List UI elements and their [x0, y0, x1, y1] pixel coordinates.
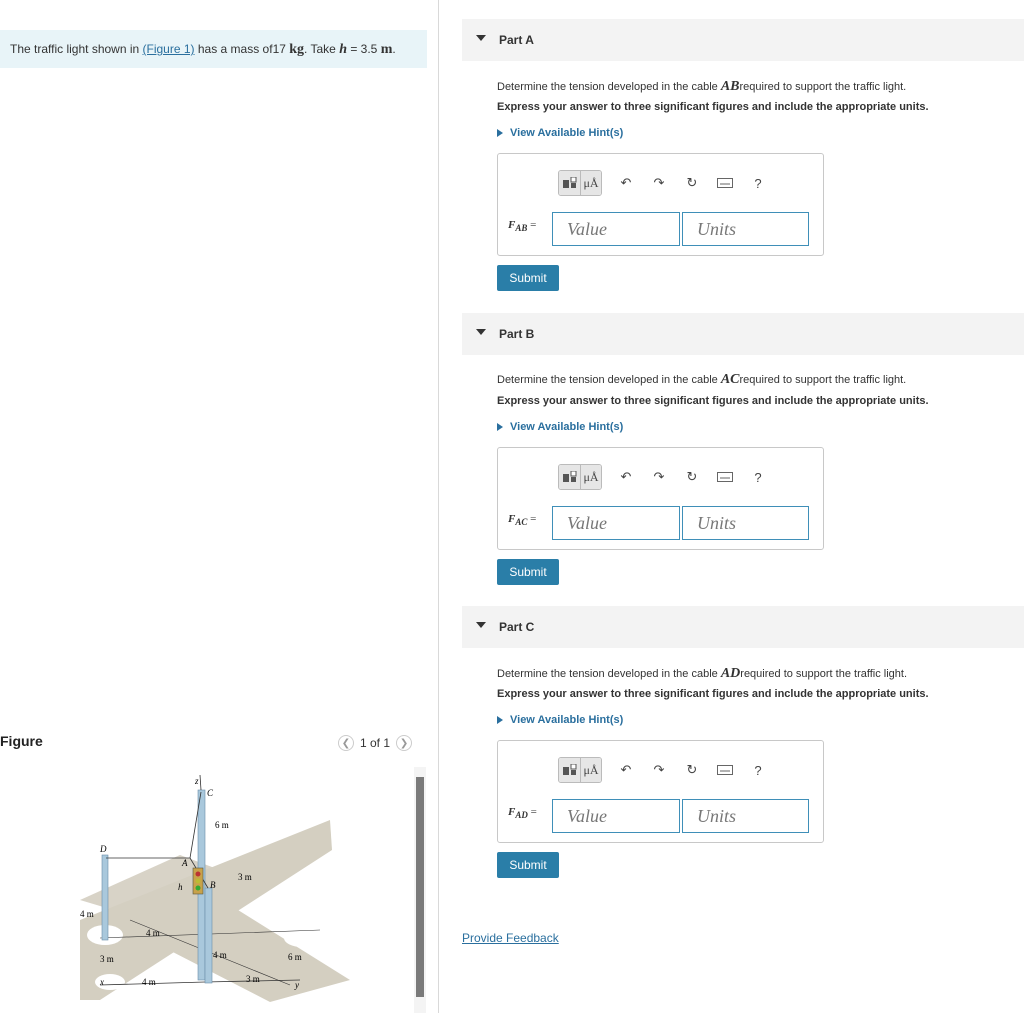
part-c-f: F [508, 806, 516, 818]
templates-icon[interactable] [559, 465, 580, 489]
label-b: B [210, 880, 216, 890]
part-c-title: Part C [499, 620, 535, 634]
part-b-eq-sign: = [527, 513, 537, 525]
templates-icon-glyph [563, 764, 577, 776]
figure-scrollbar-thumb[interactable] [416, 777, 424, 997]
label-x: x [100, 977, 104, 987]
units-icon[interactable] [580, 171, 601, 195]
toolbar-format-group [558, 170, 602, 196]
redo-icon[interactable]: ↷ [653, 762, 665, 777]
keyboard-icon[interactable] [716, 468, 734, 486]
part-a-instruction: Express your answer to three significant figures and include the appropriate units. [497, 101, 929, 113]
part-c-hint-label: View Available Hint(s) [510, 714, 624, 726]
figure-pager [338, 735, 412, 751]
dim-4m-mid: 4 m [146, 928, 160, 938]
chevron-left-icon[interactable]: ❮ [338, 735, 354, 751]
part-c-instruction: Express your answer to three significant figures and include the appropriate units. [497, 688, 929, 700]
column-divider [438, 0, 439, 1013]
reset-icon[interactable]: ↻ [686, 175, 698, 190]
redo-icon[interactable]: ↷ [653, 175, 665, 190]
part-b-hint-link[interactable] [497, 421, 623, 433]
keyboard-glyph [717, 765, 733, 775]
part-b-submit-button[interactable]: Submit [497, 559, 559, 585]
part-c-submit-button[interactable]: Submit [497, 852, 559, 878]
provide-feedback-link[interactable]: Provide Feedback [462, 931, 559, 945]
part-a-answer-box [497, 153, 824, 256]
label-z: z [195, 776, 199, 786]
part-c-hint-link[interactable] [497, 714, 623, 726]
light-green [196, 886, 201, 891]
chevron-right-icon[interactable]: ❯ [396, 735, 412, 751]
toolbar-format-group [558, 757, 602, 783]
label-y: y [295, 980, 299, 990]
h-unit: m [380, 42, 393, 57]
dim-3m-bottom-left: 3 m [100, 954, 114, 964]
part-a-title: Part A [499, 33, 534, 47]
templates-icon-glyph [563, 177, 577, 189]
pole-d [102, 855, 108, 940]
dim-3m-right: 3 m [238, 872, 252, 882]
h-variable: h [339, 42, 347, 57]
part-b-toolbar [558, 464, 767, 490]
label-h: h [178, 882, 183, 892]
reset-icon[interactable]: ↻ [686, 762, 698, 777]
part-a-sub: AB [515, 223, 528, 234]
part-c-cable: AD [720, 666, 741, 681]
part-a-eq-sign: = [527, 219, 537, 231]
undo-icon[interactable]: ↶ [620, 762, 632, 777]
part-b-header[interactable] [462, 313, 1024, 355]
units-icon[interactable] [580, 758, 601, 782]
part-b-eq-label [508, 513, 536, 527]
part-c-value-input[interactable]: Value [552, 799, 680, 833]
part-a-f: F [508, 219, 516, 231]
units-icon[interactable] [580, 465, 601, 489]
caret-right-icon [497, 129, 503, 137]
part-a-units-input[interactable]: Units [682, 212, 809, 246]
problem-end: . [392, 42, 396, 56]
problem-column [0, 0, 430, 1013]
figure-heading: Figure [0, 733, 43, 749]
traffic-light-figure [70, 770, 415, 1005]
part-c-header[interactable] [462, 606, 1024, 648]
part-a-q-suffix: required to support the traffic light. [739, 81, 907, 93]
caret-right-icon [497, 423, 503, 431]
part-a-value-input[interactable]: Value [552, 212, 680, 246]
part-c-eq-label [508, 806, 537, 820]
part-a-submit-button[interactable]: Submit [497, 265, 559, 291]
part-b-f: F [508, 513, 516, 525]
problem-text [10, 42, 396, 58]
axis-z [200, 775, 201, 790]
part-b-title: Part B [499, 327, 535, 341]
dim-4m-pole: 4 m [213, 950, 227, 960]
part-a-hint-link[interactable] [497, 127, 623, 139]
problem-prefix: The traffic light shown in [10, 42, 143, 56]
part-b-value-input[interactable]: Value [552, 506, 680, 540]
part-a-question [497, 79, 906, 95]
undo-icon[interactable]: ↶ [620, 469, 632, 484]
part-b-q-prefix: Determine the tension developed in the cable [497, 374, 721, 386]
keyboard-icon[interactable] [716, 174, 734, 192]
pole-b [205, 888, 212, 983]
dim-6m-top: 6 m [215, 820, 229, 830]
templates-icon-glyph [563, 471, 577, 483]
part-b-q-suffix: required to support the traffic light. [739, 374, 907, 386]
part-b-hint-label: View Available Hint(s) [510, 421, 624, 433]
part-c-question [497, 666, 907, 682]
figure-link[interactable]: (Figure 1) [142, 42, 195, 56]
part-a-q-prefix: Determine the tension developed in the cable [497, 81, 721, 93]
caret-down-icon [476, 622, 486, 628]
part-a-cable: AB [720, 79, 740, 94]
caret-down-icon [476, 329, 486, 335]
problem-mass-text: has a mass of17 [194, 42, 290, 56]
label-d: D [100, 844, 107, 854]
reset-icon[interactable]: ↻ [686, 469, 698, 484]
part-b-answer-box [497, 447, 824, 550]
mass-unit: kg [289, 42, 305, 57]
h-value: = 3.5 [346, 42, 381, 56]
part-a-hint-label: View Available Hint(s) [510, 127, 624, 139]
templates-icon[interactable] [559, 758, 580, 782]
pager-text: 1 of 1 [360, 736, 391, 750]
part-c-answer-box [497, 740, 824, 843]
dim-6m-bottom: 6 m [288, 952, 302, 962]
undo-icon[interactable]: ↶ [620, 175, 632, 190]
part-b-cable: AC [720, 372, 740, 387]
units-symbol: μÅ [583, 762, 599, 777]
caret-right-icon [497, 716, 503, 724]
part-c-sub: AD [515, 810, 528, 821]
problem-statement [0, 30, 427, 68]
part-c-q-suffix: required to support the traffic light. [740, 668, 908, 680]
part-c-eq-sign: = [527, 806, 537, 818]
label-c: C [207, 788, 214, 798]
units-symbol: μÅ [583, 469, 599, 484]
keyboard-glyph [717, 472, 733, 482]
part-b-question [497, 372, 906, 388]
part-c-toolbar [558, 757, 767, 783]
help-icon[interactable]: ? [754, 175, 762, 191]
redo-icon[interactable]: ↷ [653, 469, 665, 484]
keyboard-glyph [717, 178, 733, 188]
label-a: A [182, 858, 188, 868]
help-icon[interactable]: ? [754, 469, 762, 485]
templates-icon[interactable] [559, 171, 580, 195]
problem-take-text: . Take [304, 42, 340, 56]
part-b-instruction: Express your answer to three significant figures and include the appropriate units. [497, 395, 929, 407]
part-b-sub: AC [515, 517, 528, 528]
caret-down-icon [476, 35, 486, 41]
part-a-header[interactable] [462, 19, 1024, 61]
toolbar-format-group [558, 464, 602, 490]
dim-4m-left: 4 m [80, 909, 94, 919]
ground-hole-right [284, 929, 320, 947]
help-icon[interactable]: ? [754, 762, 762, 778]
part-a-toolbar [558, 170, 767, 196]
part-b-units-input[interactable]: Units [682, 506, 809, 540]
light-red [196, 872, 201, 877]
dim-4m-bottom: 4 m [142, 977, 156, 987]
figure-scrollbar[interactable] [414, 767, 426, 1013]
part-a-eq-label [508, 219, 536, 233]
dim-3m-bottom: 3 m [246, 974, 260, 984]
part-c-units-input[interactable]: Units [682, 799, 809, 833]
keyboard-icon[interactable] [716, 761, 734, 779]
part-c-q-prefix: Determine the tension developed in the cable [497, 668, 721, 680]
units-symbol: μÅ [583, 175, 599, 190]
light-yellow [196, 879, 201, 884]
